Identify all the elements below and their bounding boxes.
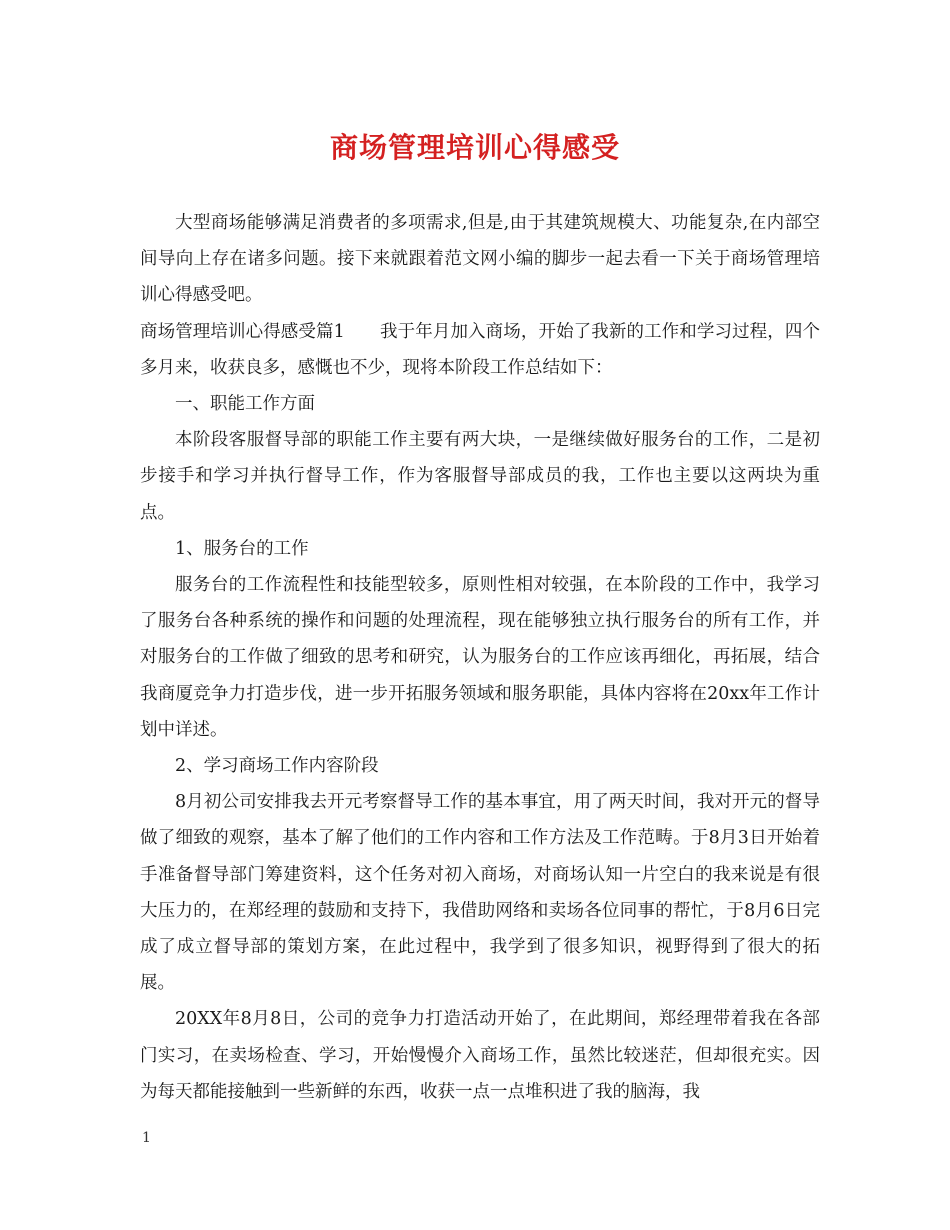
paragraph-intro: 大型商场能够满足消费者的多项需求,但是,由于其建筑规模大、功能复杂,在内部空间导向上存在诸多问题。接下来就跟着范文网小编的脚步一起去看一下关于商场管理培训心得感受吧。 bbox=[140, 213, 820, 306]
document-body bbox=[140, 205, 820, 1110]
paragraph-heading-3: 2、学习商场工作内容阶段 bbox=[175, 756, 379, 777]
paragraph-heading-2: 1、服务台的工作 bbox=[175, 538, 309, 559]
paragraph-body-1: 本阶段客服督导部的职能工作主要有两大块，一是继续做好服务台的工作，二是初步接手和学习并执行督导工作，作为客服督导部成员的我，工作也主要以这两块为重点。 bbox=[140, 430, 820, 523]
paragraph-heading-1: 一、职能工作方面 bbox=[175, 394, 315, 415]
paragraph-body-2: 服务台的工作流程性和技能型较多，原则性相对较强，在本阶段的工作中，我学习了服务台各种系统的操作和问题的处理流程，现在能够独立执行服务台的所有工作，并对服务台的工作做了细致的思考和研究，认为服务台的工作应该再细化，再拓展，结合我商厦竞争力打造步伐，进一步开拓服务领域和服务职能，具体内容将在20xx年工作计划中详述。 bbox=[140, 575, 820, 740]
paragraph-body-4: 20XX年8月8日，公司的竞争力打造活动开始了，在此期间，郑经理带着我在各部门实习，在卖场检查、学习，开始慢慢介入商场工作，虽然比较迷茫，但却很充实。因为每天都能接触到一些新鲜的东西，收获一点一点堆积进了我的脑海，我 bbox=[140, 1009, 820, 1102]
paragraph-section-heading: 商场管理培训心得感受篇1 我于年月加入商场，开始了我新的工作和学习过程，四个多月来，收获良多，感慨也不少，现将本阶段工作总结如下： bbox=[140, 321, 820, 378]
document-title: 商场管理培训心得感受 bbox=[329, 131, 620, 164]
paragraph-body-3: 8月初公司安排我去开元考察督导工作的基本事宜，用了两天时间，我对开元的督导做了细致的观察，基本了解了他们的工作内容和工作方法及工作范畴。于8月3日开始着手准备督导部门筹建资料，这个任务对初入商场，对商场认知一片空白的我来说是有很大压力的，在郑经理的鼓励和支持下，我借助网络和卖场各位同事的帮忙，于8月6日完成了成立督导部的策划方案，在此过程中，我学到了很多知识，视野得到了很大的拓展。 bbox=[140, 792, 820, 994]
page-number: 1 bbox=[142, 1130, 151, 1146]
